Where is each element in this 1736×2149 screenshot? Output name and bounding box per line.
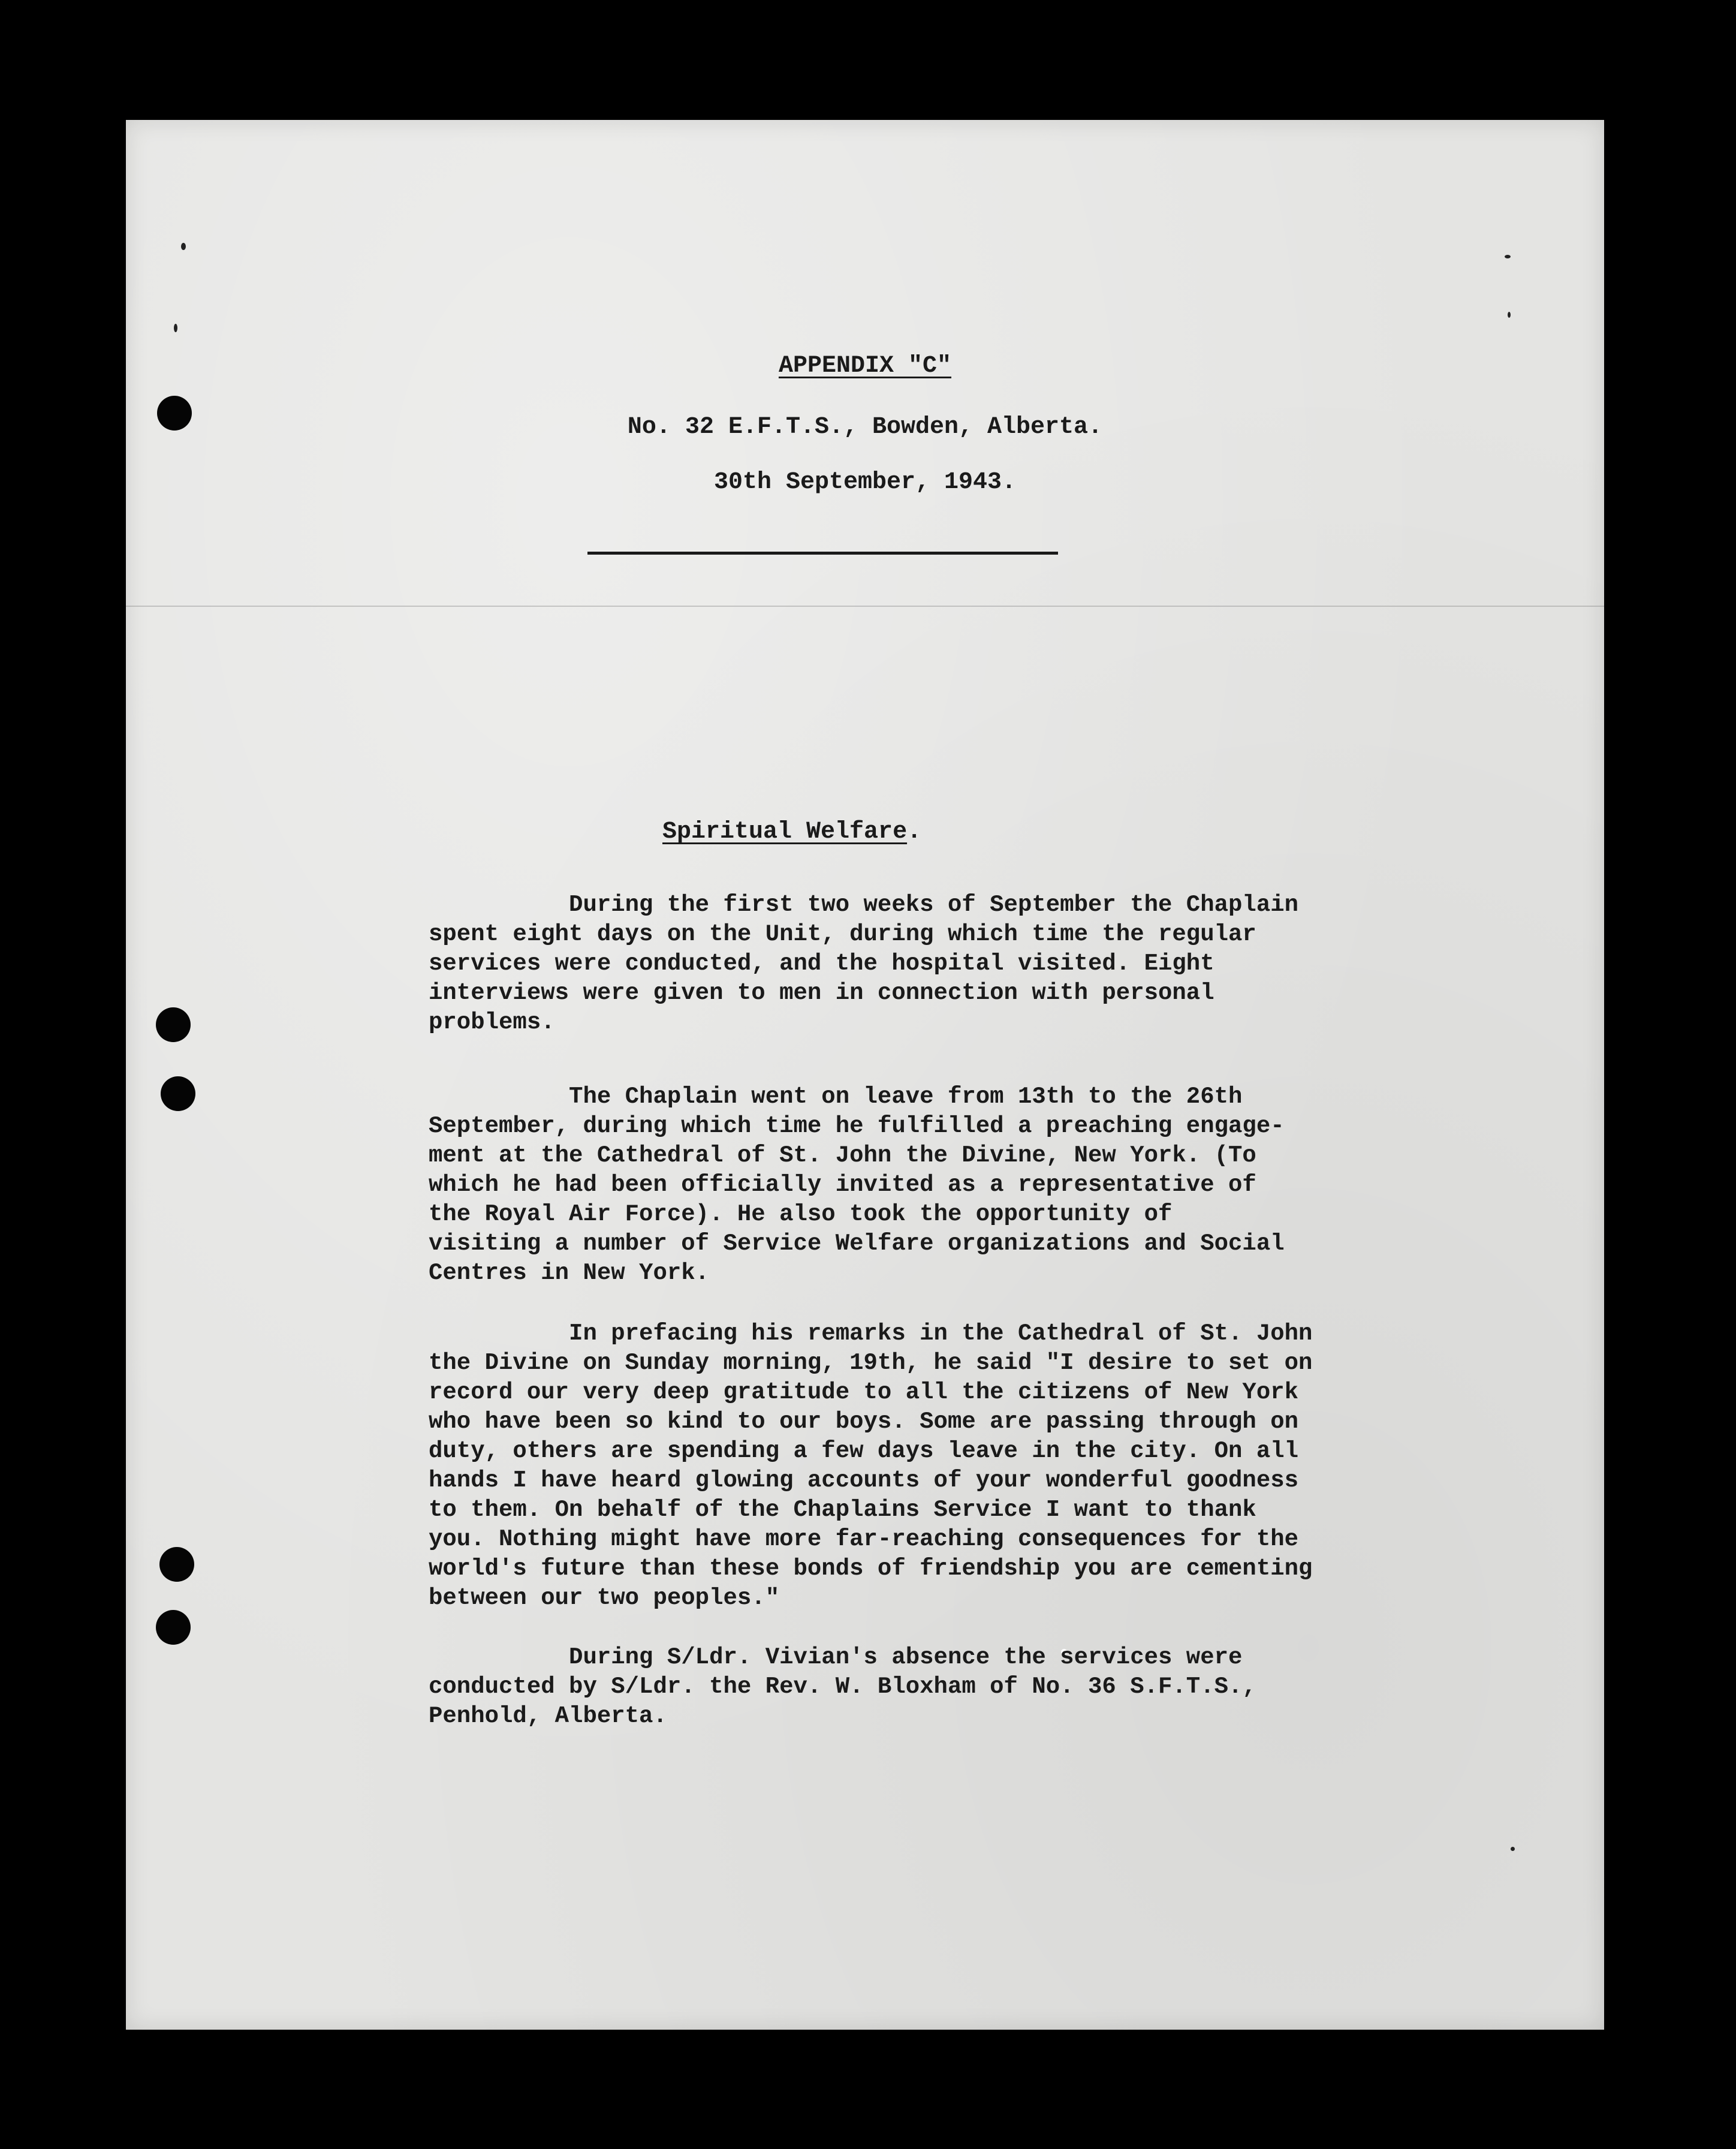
paragraph-3: In prefacing his remarks in the Cathedral of St. John the Divine on Sunday morning, 19th, he said "I desire to set on record our very deep gratitude to all the citizens of New York who have been so kind to our boys. Some are passing through on duty, others are spending a few days leave in the city. On all hands I have heard glowing accounts of your wonderful goodness to them. On behalf of the Chaplains Service I want to thank you. Nothing might have more far-reaching consequences for the world's future than these bonds of friendship you are cementing between our two peoples." bbox=[429, 1320, 1313, 1611]
section-title-period: . bbox=[907, 818, 922, 845]
date-line: 30th September, 1943. bbox=[713, 469, 1017, 496]
speck bbox=[1511, 1847, 1515, 1851]
paragraph-1: During the first two weeks of September the Chaplain spent eight days on the Unit, during which time the regular services were conducted, and the hospital visited. Eight interviews were given to men in connection with personal problems. bbox=[429, 892, 1299, 1036]
speck bbox=[1505, 255, 1511, 258]
paragraph-2: The Chaplain went on leave from 13th to the 26th September, during which time he fulfilled a preaching engage- ment at the Cathedral of St. John the Divine, New York. (To which he had been officially invited as a representative of the Royal Air Force). He also took the opportunity of visiting a number of Service Welfare organizations and Social Centres in New York. bbox=[429, 1083, 1285, 1286]
speck bbox=[174, 324, 177, 332]
section-title-text: Spiritual Welfare bbox=[662, 818, 908, 845]
punch-hole bbox=[156, 1007, 191, 1042]
document-page bbox=[126, 120, 1604, 2030]
appendix-title bbox=[126, 353, 1604, 380]
punch-hole bbox=[156, 1610, 191, 1645]
speck bbox=[181, 243, 186, 250]
punch-hole bbox=[161, 1076, 195, 1111]
punch-hole bbox=[159, 1547, 194, 1582]
speck bbox=[1508, 312, 1511, 318]
section-title bbox=[662, 818, 921, 845]
appendix-title-text: APPENDIX "C" bbox=[778, 353, 952, 380]
fold-line bbox=[126, 606, 1604, 607]
unit-line: No. 32 E.F.T.S., Bowden, Alberta. bbox=[627, 414, 1103, 441]
header-rule bbox=[587, 552, 1058, 555]
paragraph-4: During S/Ldr. Vivian's absence the services were conducted by S/Ldr. the Rev. W. Bloxham of No. 36 S.F.T.S., Penhold, Alberta. bbox=[429, 1644, 1256, 1729]
